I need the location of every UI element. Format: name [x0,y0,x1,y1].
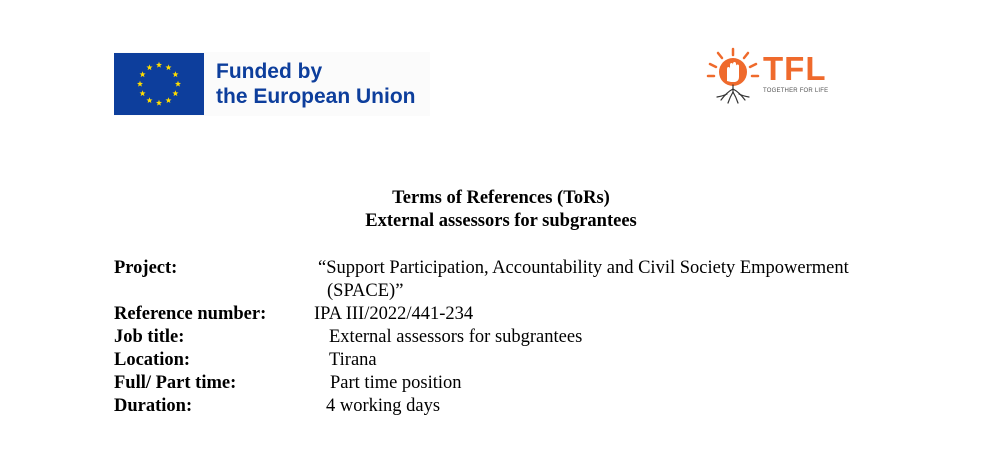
reference-label: Reference number: [114,304,267,324]
project-value-line1: “Support Participation, Accountability and Civil Society Empowerment [318,258,849,278]
eu-flag-icon [114,53,204,115]
eu-funding-text [216,59,416,109]
time-label: Full/ Part time: [114,373,237,393]
title-line2: External assessors for subgrantees [365,211,637,231]
eu-star-icon [140,90,146,96]
eu-star-icon [137,81,143,87]
location-label: Location: [114,350,191,370]
document-title [0,187,1002,233]
eu-star-icon [146,97,152,103]
tfl-hand-tree-icon [703,45,763,105]
eu-star-icon [172,71,178,77]
tfl-tagline: TOGETHER FOR LIFE [763,88,829,94]
project-value-line2: (SPACE)” [327,281,404,301]
eu-text-line1: Funded by [216,60,323,83]
eu-stars-icon [114,53,204,115]
reference-value: IPA III/2022/441-234 [314,304,474,324]
eu-star-icon [165,64,171,70]
tfl-wordmark: TFL [763,50,827,87]
eu-text-line2: the European Union [216,85,416,108]
eu-star-icon [156,62,162,68]
duration-label: Duration: [114,396,193,416]
time-value: Part time position [330,373,462,393]
eu-star-icon [146,64,152,70]
eu-star-icon [175,81,181,87]
project-label: Project: [114,258,178,278]
eu-funding-logo [114,52,430,116]
location-value: Tirana [329,350,377,370]
title-line1: Terms of References (ToRs) [392,188,610,208]
job-title-value: External assessors for subgrantees [329,327,583,347]
eu-star-icon [156,100,162,106]
duration-value: 4 working days [326,396,441,416]
eu-star-icon [172,90,178,96]
job-title-label: Job title: [114,327,185,347]
tfl-logo [703,45,833,107]
eu-star-icon [140,71,146,77]
eu-star-icon [165,97,171,103]
